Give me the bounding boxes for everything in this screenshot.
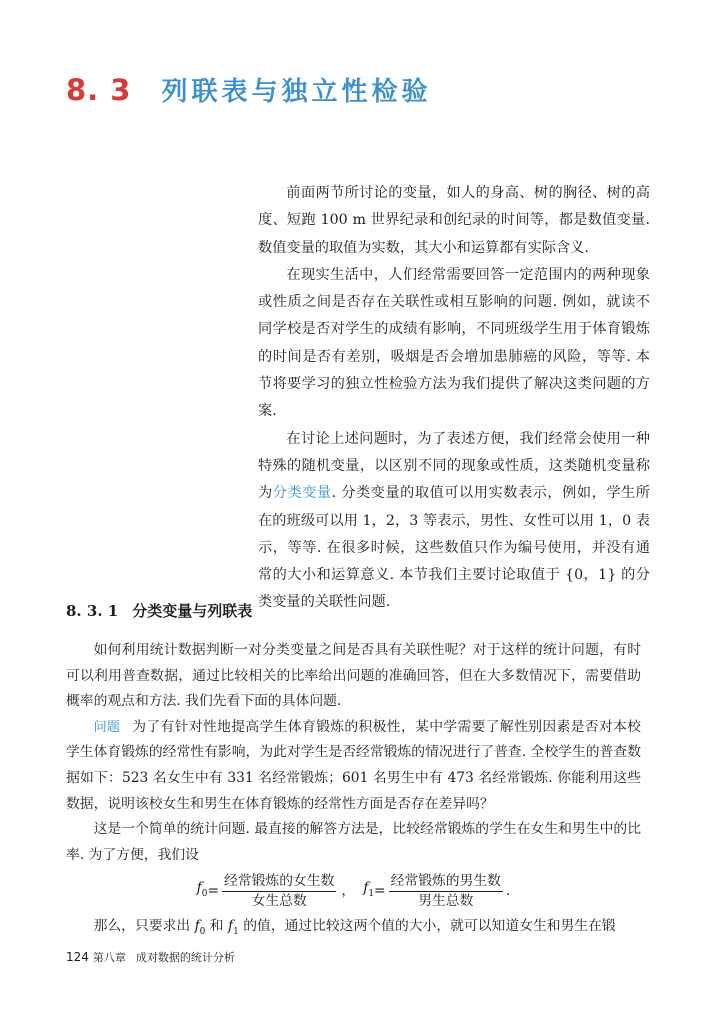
f1-inline: $f_1$	[227, 918, 239, 938]
equals-sign: =	[207, 882, 220, 899]
body-paragraph-1: 如何利用统计数据判断一对分类变量之间是否具有关联性呢？对于这样的统计问题，有时可以利用普查数据，通过比较相关的比率给出问题的准确回答，但在大多数情况下，需要借助概率的观点和方法. 我们先看下面的具体问题.	[66, 642, 641, 710]
problem-label: 问题	[93, 719, 121, 735]
formula-period: .	[505, 882, 511, 899]
intro-p3-end: . 分类变量的取值可以用实数表示，例如，学生所在的班级可以用 1，2，3 等表示，男性、女性可以用 1，0 表示，等等. 在很多时候，这些数值只作为编号使用，并没有通常的大小和运算意义. 本节我们主要讨论取值于 {0，1} 的分类变量的关联性问题.	[258, 485, 650, 611]
body-paragraph-3: 这是一个简单的统计问题. 最直接的解答方法是，比较经常锻炼的学生在女生和男生中的比率. 为了方便，我们设	[66, 821, 641, 863]
subsection-number: 8. 3. 1	[66, 602, 119, 620]
subsection-title: 分类变量与列联表	[132, 602, 253, 620]
f0-numerator: 经常锻炼的女生数	[222, 872, 336, 892]
intro-paragraph-2: 在现实生活中，人们经常需要回答一定范围内的两种现象或性质之间是否存在关联性或相互影响的问题. 例如，就读不同学校是否对学生的成绩有影响，不同班级学生用于体育锻炼的时间是否有差别，吸烟是否会增加患肺癌的风险，等等. 本节将要学习的独立性检验方法为我们提供了解决这类问题的方案.	[258, 266, 650, 420]
problem-paragraph	[66, 715, 641, 817]
subsection-heading	[66, 598, 252, 624]
intro-paragraph-3	[258, 426, 650, 617]
intro-paragraph-1: 前面两节所讨论的变量，如人的身高、树的胸径、树的高度、短跑 100 m 世界纪录和创纪录的时间等，都是数值变量. 数值变量的取值为实数，其大小和运算都有实际含义.	[258, 185, 650, 256]
chapter-label: 第八章	[92, 951, 126, 964]
intro-text	[258, 180, 650, 617]
problem-text: 为了有针对性地提高学生体育锻炼的积极性，某中学需要了解性别因素是否对本校学生体育锻炼的经常性有影响，为此对学生是否经常锻炼的情况进行了普查. 全校学生的普查数据如下：523 名女生中有 331 名经常锻炼；601 名男生中有 473 名经常锻炼. 你能利用这些数据，说明该校女生和男生在体育锻炼的经常性方面是否存在差异吗？	[66, 718, 641, 812]
page-footer	[66, 948, 235, 966]
f1-denominator: 男生总数	[418, 892, 474, 909]
f0-denominator: 女生总数	[251, 892, 307, 909]
formula-comma: ，	[341, 882, 356, 899]
page-number: 124	[66, 950, 89, 964]
f0-inline: $f_0$	[194, 918, 206, 938]
ratio-formula	[66, 868, 641, 914]
intro-p3-start: 在讨论上述问题时，为了表述方便，我们经常会使用一种特殊的随机变量，以区别不同的现象或性质，这类随机变量称为	[258, 430, 650, 502]
f1-numerator: 经常锻炼的男生数	[389, 872, 503, 892]
body-text	[66, 638, 641, 946]
key-term-categorical-variable: 分类变量	[272, 485, 332, 502]
equals-sign-2: =	[374, 882, 386, 899]
chapter-title: 成对数据的统计分析	[135, 951, 235, 964]
f1-fraction	[389, 872, 503, 911]
section-heading	[66, 70, 432, 110]
section-number: 8. 3	[66, 73, 132, 107]
f0-fraction	[222, 872, 336, 911]
f1-symbol: $f_1$	[363, 879, 375, 899]
body-paragraph-4: 那么，只要求出 $f_0$ 和 $f_1$ 的值，通过比较这两个值的大小，就可以知道女生和男生在锻	[93, 918, 616, 938]
f0-symbol: $f_0$	[196, 879, 208, 899]
section-title: 列联表与独立性检验	[161, 77, 432, 107]
